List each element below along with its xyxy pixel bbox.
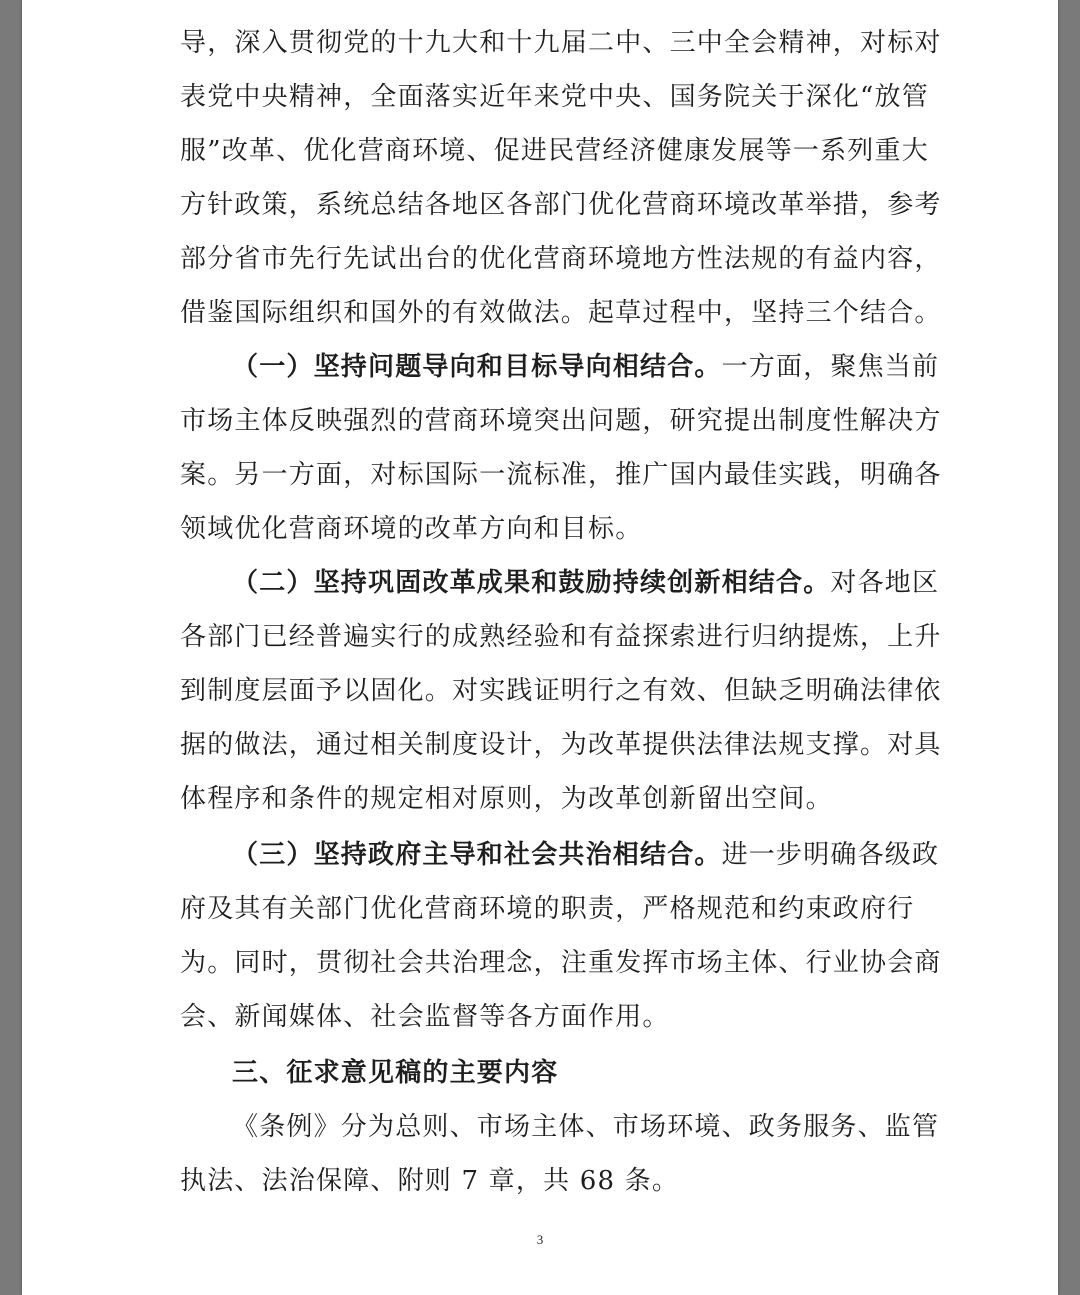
- body-line: 府及其有关部门优化营商环境的职责，严格规范和约束政府行: [180, 894, 915, 924]
- body-line: 部分省市先行先试出台的优化营商环境地方性法规的有益内容，: [180, 244, 942, 274]
- body-line: 为。同时，贯彻社会共治理念，注重发挥市场主体、行业协会商: [180, 948, 942, 978]
- section-3-first-line: [232, 840, 939, 870]
- body-line: 服”改革、优化营商环境、促进民营经济健康发展等一系列重大: [180, 136, 929, 166]
- body-line: 会、新闻媒体、社会监督等各方面作用。: [180, 1002, 670, 1032]
- section-3-text: 进一步明确各级政: [721, 840, 940, 870]
- section-2-heading: （二）坚持巩固改革成果和鼓励持续创新相结合。: [232, 568, 831, 598]
- summary-line: 执法、法治保障、附则 7 章，共 68 条。: [180, 1166, 680, 1196]
- body-line: 各部门已经普遍实行的成熟经验和有益探索进行归纳提炼，上升: [180, 622, 942, 652]
- chapter-heading: 三、征求意见稿的主要内容: [232, 1058, 559, 1088]
- body-line: 借鉴国际组织和国外的有效做法。起草过程中，坚持三个结合。: [180, 298, 942, 328]
- body-line: 市场主体反映强烈的营商环境突出问题，研究提出制度性解决方: [180, 406, 942, 436]
- body-line: 案。另一方面，对标国际一流标准，推广国内最佳实践，明确各: [180, 460, 942, 490]
- document-page: [22, 0, 1058, 1295]
- section-1-heading: （一）坚持问题导向和目标导向相结合。: [232, 352, 722, 382]
- section-1-first-line: [232, 352, 939, 382]
- body-line: 据的做法，通过相关制度设计，为改革提供法律法规支撑。对具: [180, 730, 942, 760]
- page-number: 3: [536, 1232, 544, 1247]
- body-line: 体程序和条件的规定相对原则，为改革创新留出空间。: [180, 784, 833, 814]
- body-line: 导，深入贯彻党的十九大和十九届二中、三中全会精神，对标对: [180, 28, 942, 58]
- summary-line: 《条例》分为总则、市场主体、市场环境、政务服务、监管: [232, 1112, 940, 1142]
- body-line: 到制度层面予以固化。对实践证明行之有效、但缺乏明确法律依: [180, 676, 942, 706]
- section-2-text: 对各地区: [830, 568, 940, 598]
- section-1-text: 一方面，聚焦当前: [721, 352, 940, 382]
- body-line: 领域优化营商环境的改革方向和目标。: [180, 514, 643, 544]
- body-line: 方针政策，系统总结各地区各部门优化营商环境改革举措，参考: [180, 190, 942, 220]
- section-3-heading: （三）坚持政府主导和社会共治相结合。: [232, 840, 722, 870]
- section-2-first-line: [232, 568, 939, 598]
- body-line: 表党中央精神，全面落实近年来党中央、国务院关于深化“放管: [180, 82, 929, 112]
